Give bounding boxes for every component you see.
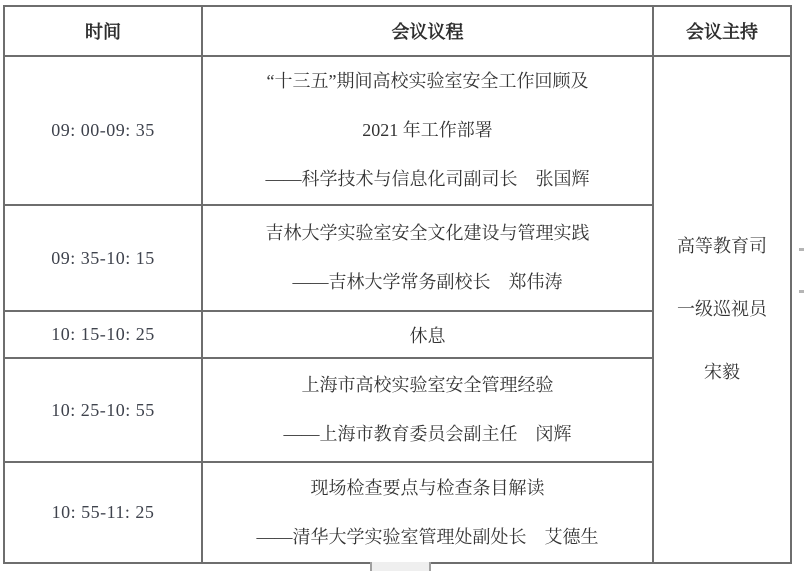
agenda-cell — [202, 205, 653, 311]
agenda-line: ——科学技术与信息化司副司长 张国辉 — [265, 169, 590, 189]
table-row — [4, 56, 791, 205]
header-row — [4, 6, 791, 56]
col-header-host: 会议主持 — [653, 6, 791, 56]
page-cut-artifact — [370, 562, 431, 571]
agenda-line: ——清华大学实验室管理处副处长 艾德生 — [256, 526, 599, 547]
agenda-cell — [202, 311, 653, 358]
agenda-cell — [202, 56, 653, 205]
time-cell: 10: 55-11: 25 — [4, 462, 202, 563]
host-cell — [653, 56, 791, 563]
host-line: 宋毅 — [704, 362, 740, 382]
agenda-line: ——吉林大学常务副校长 郑伟涛 — [292, 272, 563, 292]
time-cell: 09: 00-09: 35 — [4, 56, 202, 205]
agenda-line: 吉林大学实验室安全文化建设与管理实践 — [265, 223, 590, 243]
time-cell: 09: 35-10: 15 — [4, 205, 202, 311]
scan-edge-tick — [799, 248, 804, 251]
host-line: 一级巡视员 — [677, 299, 767, 319]
agenda-line: 休息 — [409, 325, 446, 346]
col-header-time: 时间 — [4, 6, 202, 56]
agenda-line: 现场检查要点与检查条目解读 — [310, 477, 545, 498]
agenda-line: 上海市高校实验室安全管理经验 — [301, 375, 554, 395]
time-cell: 10: 25-10: 55 — [4, 358, 202, 462]
scan-edge-tick — [799, 290, 804, 293]
agenda-cell — [202, 462, 653, 563]
meeting-agenda-table — [3, 5, 792, 564]
agenda-line: ——上海市教育委员会副主任 闵辉 — [283, 424, 572, 444]
col-header-agenda: 会议议程 — [202, 6, 653, 56]
agenda-line: 2021 年工作部署 — [362, 120, 493, 140]
time-cell: 10: 15-10: 25 — [4, 311, 202, 358]
host-line: 高等教育司 — [677, 236, 767, 256]
agenda-line: “十三五”期间高校实验室安全工作回顾及 — [266, 71, 589, 91]
agenda-cell — [202, 358, 653, 462]
